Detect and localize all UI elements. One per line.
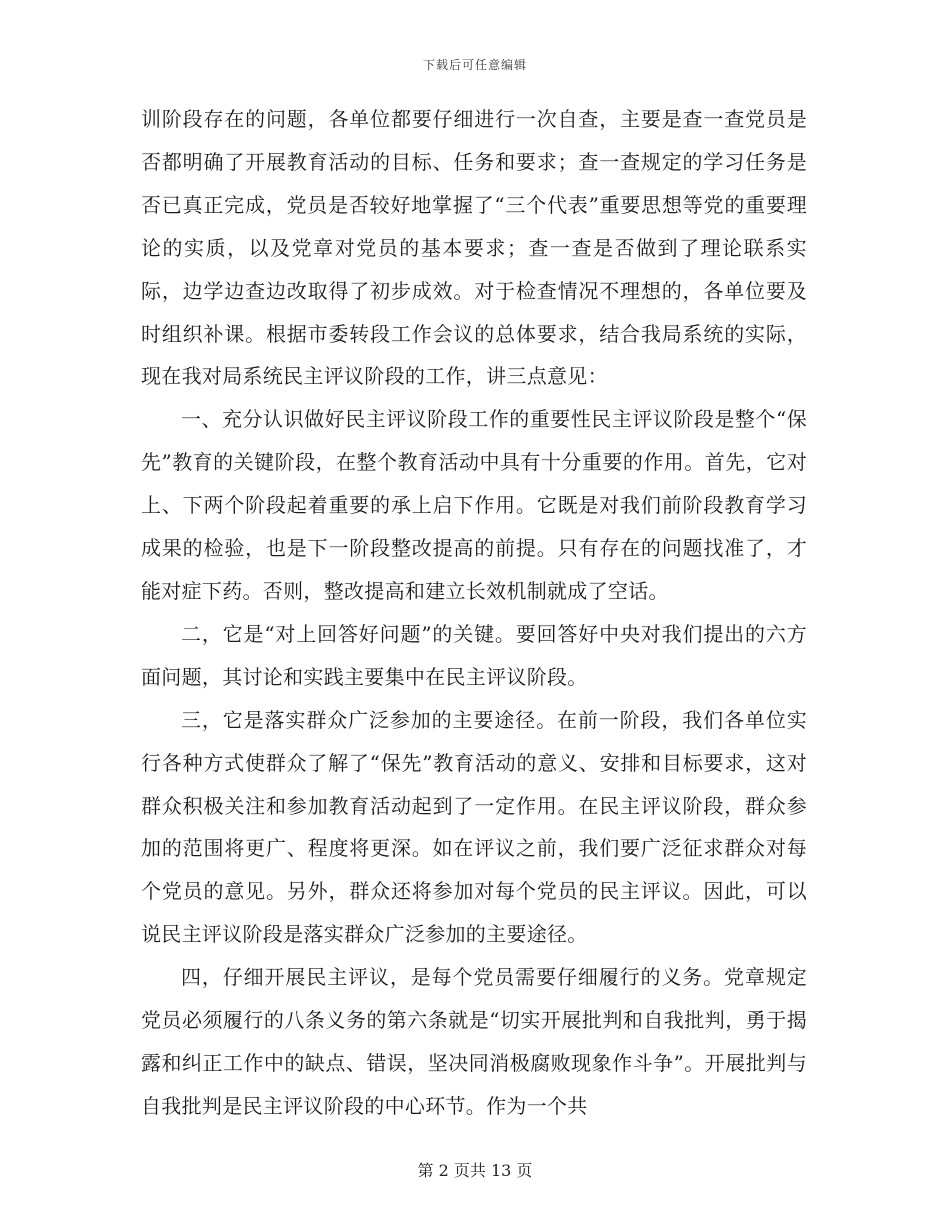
paragraph-continuation: 训阶段存在的问题，各单位都要仔细进行一次自查，主要是查一查党员是否都明确了开展教育活动的目标、任务和要求；查一查规定的学习任务是否已真正完成，党员是否较好地掌握了“三个代表”重要思想等党的重要理论的实质，以及党章对党员的基本要求；查一查是否做到了理论联系实际，边学边查边改取得了初步成效。对于检查情况不理想的，各单位要及时组织补课。根据市委转段工作会议的总体要求，结合我局系统的实际，现在我对局系统民主评议阶段的工作，讲三点意见： — [141, 107, 807, 389]
paragraph-importance: 一、充分认识做好民主评议阶段工作的重要性民主评议阶段是整个“保先”教育的关键阶段，在整个教育活动中具有十分重要的作用。首先，它对上、下两个阶段起着重要的承上启下作用。它既是对我们前阶段教育学习成果的检验，也是下一阶段整改提高的前提。只有存在的问题找准了，才能对症下药。否则，整改提高和建立长效机制就成了空话。 — [141, 407, 807, 603]
document-body — [141, 98, 807, 1128]
header-note: 下载后可任意编辑 — [422, 58, 527, 72]
paragraph-third-point: 三，它是落实群众广泛参加的主要途径。在前一阶段，我们各单位实行各种方式使群众了解了“保先”教育活动的意义、安排和目标要求，这对群众积极关注和参加教育活动起到了一定作用。在民主评议阶段，群众参加的范围将更广、程度将更深。如在评议之前，我们要广泛征求群众对每个党员的意见。另外，群众还将参加对每个党员的民主评议。因此，可以说民主评议阶段是落实群众广泛参加的主要途径。 — [141, 707, 807, 947]
paragraph-fourth-point: 四，仔细开展民主评议，是每个党员需要仔细履行的义务。党章规定党员必须履行的八条义务的第六条就是“切实开展批判和自我批判，勇于揭露和纠正工作中的缺点、错误，坚决同消极腐败现象作斗争”。开展批判与自我批判是民主评议阶段的中心环节。作为一个共 — [141, 965, 807, 1118]
page-number: 第 2 页共 13 页 — [417, 1161, 533, 1180]
paragraph-second-point: 二，它是“对上回答好问题”的关键。要回答好中央对我们提出的六方面问题，其讨论和实践主要集中在民主评议阶段。 — [141, 621, 807, 689]
